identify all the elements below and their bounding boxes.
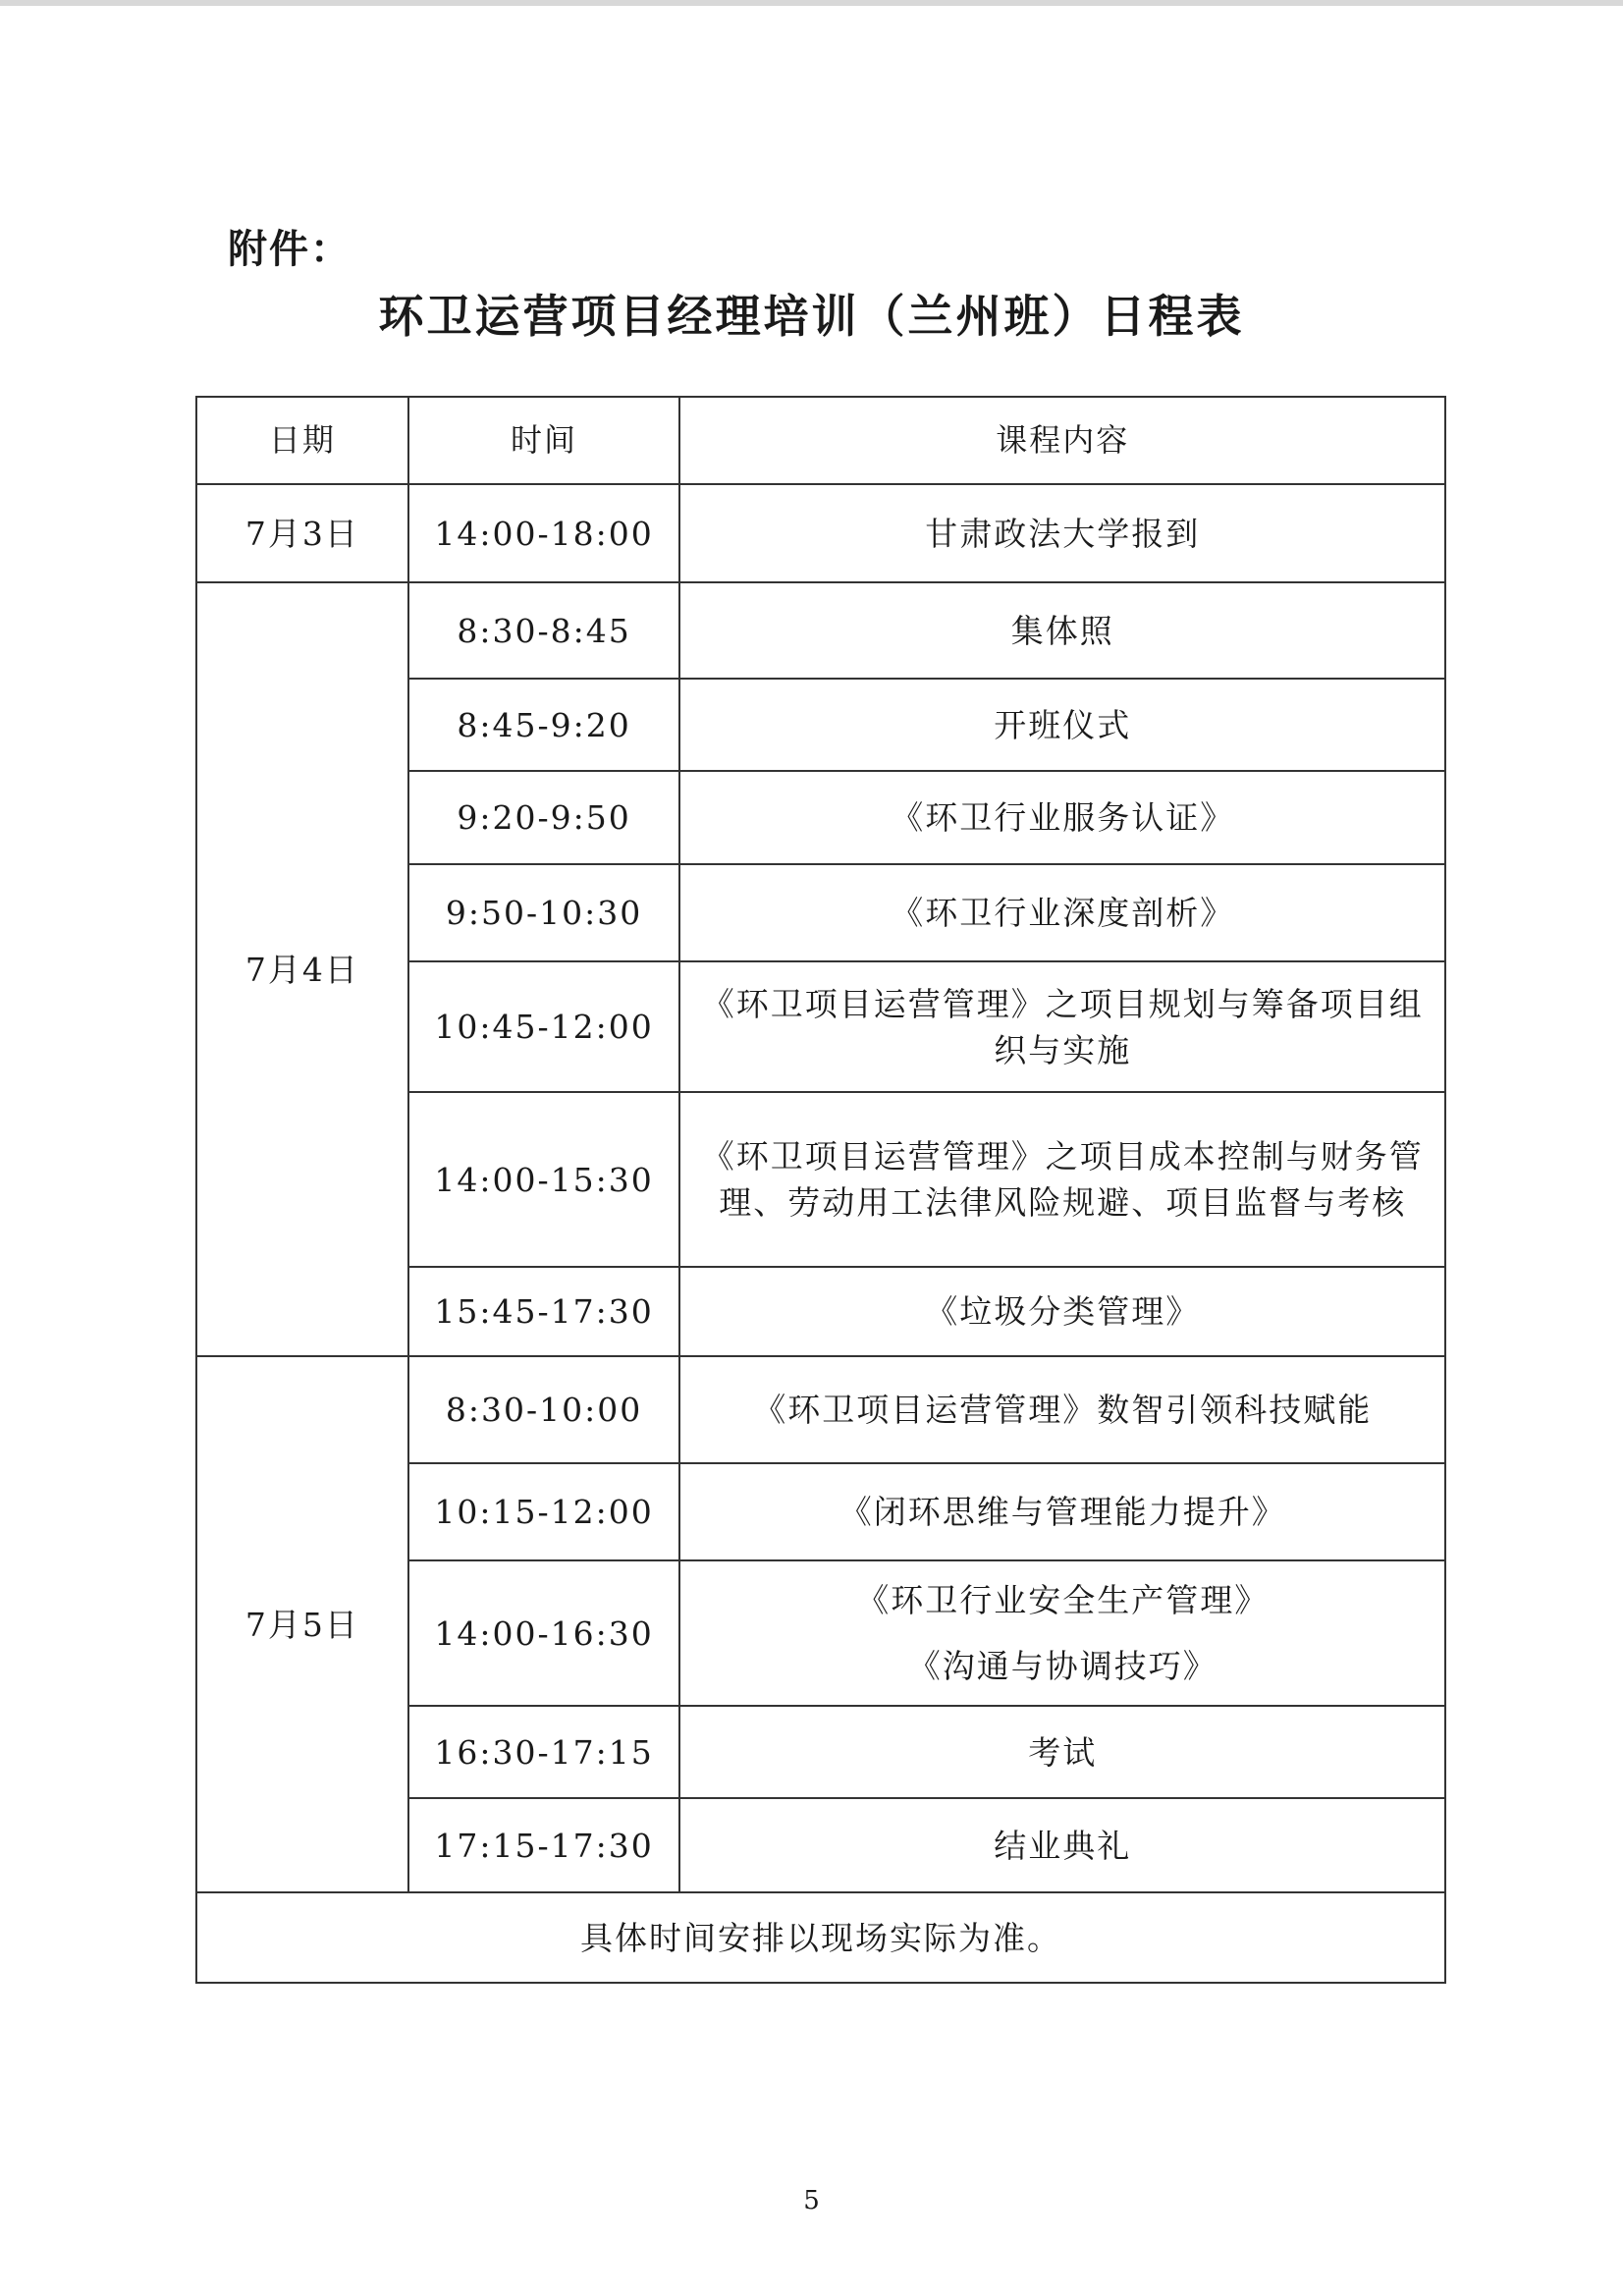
content-cell: 集体照 — [679, 582, 1445, 679]
date-cell: 7月3日 — [196, 484, 408, 582]
content-line: 《沟通与协调技巧》 — [907, 1647, 1217, 1685]
time-cell: 17:15-17:30 — [408, 1798, 680, 1892]
time-cell: 8:30-10:00 — [408, 1356, 680, 1463]
footnote-row — [196, 1892, 1445, 1983]
header-time: 时间 — [408, 397, 680, 484]
content-cell: 《闭环思维与管理能力提升》 — [679, 1463, 1445, 1560]
table-row — [196, 582, 1445, 679]
page-number: 5 — [803, 2186, 820, 2215]
content-cell: 结业典礼 — [679, 1798, 1445, 1892]
table-row — [196, 484, 1445, 582]
schedule-table — [195, 396, 1446, 1984]
content-cell: 考试 — [679, 1706, 1445, 1798]
page-title: 环卫运营项目经理培训（兰州班）日程表 — [378, 290, 1245, 343]
content-cell: 《环卫行业服务认证》 — [679, 771, 1445, 864]
content-cell: 《环卫项目运营管理》之项目成本控制与财务管理、劳动用工法律风险规避、项目监督与考核 — [679, 1092, 1445, 1267]
time-cell: 14:00-15:30 — [408, 1092, 680, 1267]
time-cell: 8:30-8:45 — [408, 582, 680, 679]
attachment-label: 附件： — [228, 227, 352, 272]
content-cell: 甘肃政法大学报到 — [679, 484, 1445, 582]
scan-edge — [0, 0, 1623, 6]
date-cell: 7月5日 — [196, 1356, 408, 1892]
table-header-row — [196, 397, 1445, 484]
header-date: 日期 — [196, 397, 408, 484]
time-cell: 10:15-12:00 — [408, 1463, 680, 1560]
content-cell: 开班仪式 — [679, 679, 1445, 771]
time-cell: 9:50-10:30 — [408, 864, 680, 961]
time-cell: 16:30-17:15 — [408, 1706, 680, 1798]
time-cell: 14:00-16:30 — [408, 1560, 680, 1706]
date-cell: 7月4日 — [196, 582, 408, 1356]
content-cell: 《垃圾分类管理》 — [679, 1267, 1445, 1356]
header-content: 课程内容 — [679, 397, 1445, 484]
time-cell: 10:45-12:00 — [408, 961, 680, 1092]
content-cell — [679, 1560, 1445, 1706]
content-line: 《环卫行业安全生产管理》 — [856, 1581, 1270, 1619]
time-cell: 8:45-9:20 — [408, 679, 680, 771]
content-cell: 《环卫行业深度剖析》 — [679, 864, 1445, 961]
table-row — [196, 1356, 1445, 1463]
time-cell: 14:00-18:00 — [408, 484, 680, 582]
content-cell: 《环卫项目运营管理》之项目规划与筹备项目组织与实施 — [679, 961, 1445, 1092]
footnote: 具体时间安排以现场实际为准。 — [196, 1892, 1445, 1983]
time-cell: 9:20-9:50 — [408, 771, 680, 864]
content-cell: 《环卫项目运营管理》数智引领科技赋能 — [679, 1356, 1445, 1463]
time-cell: 15:45-17:30 — [408, 1267, 680, 1356]
